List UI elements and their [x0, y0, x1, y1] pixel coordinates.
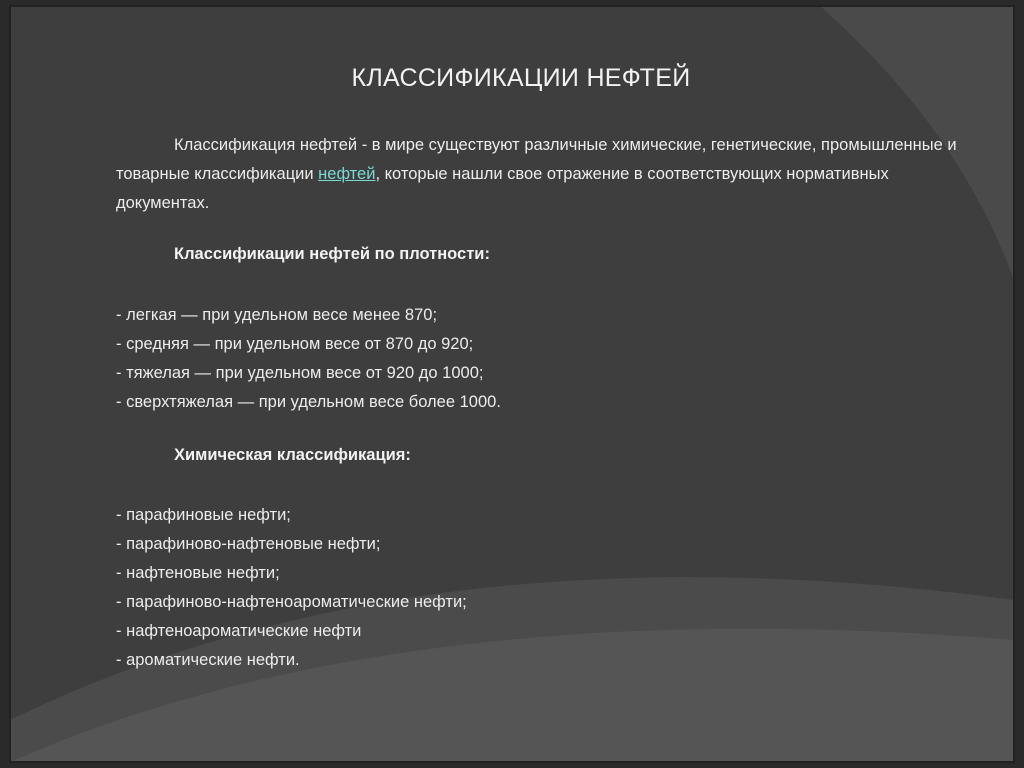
oil-link[interactable]: нефтей [318, 165, 376, 183]
list-item: - средняя — при удельном весе от 870 до 920; [116, 335, 474, 353]
list-item: - нафтеновые нефти; [116, 564, 280, 582]
intro-paragraph [116, 131, 966, 218]
chemical-list [116, 501, 467, 675]
list-item: - парафиново-нафтеновые нефти; [116, 535, 381, 553]
intro-text-before: Классификация нефтей - в мире существуют различные химические, генетические, промышленные и товарные классификации [116, 136, 957, 183]
list-item: - парафиновые нефти; [116, 506, 291, 524]
list-item: - ароматические нефти. [116, 651, 300, 669]
list-item: - тяжелая — при удельном весе от 920 до 1000; [116, 364, 484, 382]
chemical-heading: Химическая классификация: [174, 446, 411, 464]
list-item: - легкая — при удельном весе менее 870; [116, 306, 438, 324]
list-item: - сверхтяжелая — при удельном весе более 1000. [116, 393, 501, 411]
density-list [116, 301, 501, 417]
density-heading: Классификации нефтей по плотности: [174, 245, 490, 263]
list-item: - парафиново-нафтеноароматические нефти; [116, 593, 467, 611]
list-item: - нафтеноароматические нефти [116, 622, 362, 640]
slide-title: КЛАССИФИКАЦИИ НЕФТЕЙ [351, 64, 691, 92]
intro-text-after: , которые нашли свое отражение в соответствующих нормативных документах. [116, 165, 889, 212]
